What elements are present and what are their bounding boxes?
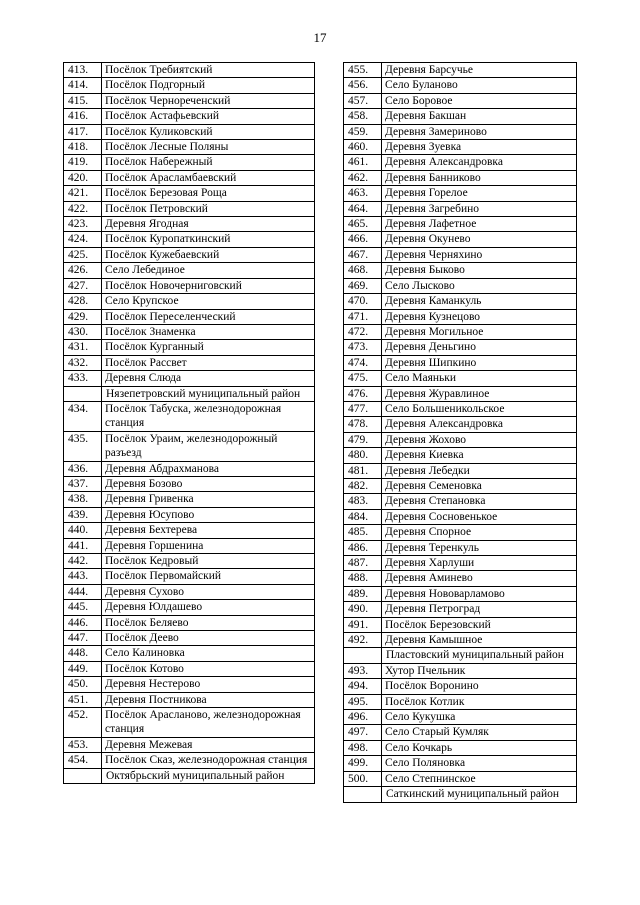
table-row bbox=[344, 355, 577, 370]
row-number: 457. bbox=[344, 93, 382, 108]
row-number: 439. bbox=[64, 507, 102, 522]
row-number: 446. bbox=[64, 615, 102, 630]
row-number: 428. bbox=[64, 294, 102, 309]
settlement-name: Село Крупское bbox=[102, 294, 315, 309]
row-number: 432. bbox=[64, 355, 102, 370]
row-number: 492. bbox=[344, 633, 382, 648]
table-row bbox=[64, 431, 315, 461]
row-number: 482. bbox=[344, 478, 382, 493]
row-number: 461. bbox=[344, 155, 382, 170]
row-number: 451. bbox=[64, 692, 102, 707]
row-number: 473. bbox=[344, 340, 382, 355]
settlement-name: Деревня Межевая bbox=[102, 737, 315, 752]
table-row bbox=[64, 461, 315, 476]
table-row bbox=[344, 217, 577, 232]
row-number: 422. bbox=[64, 201, 102, 216]
table-row bbox=[344, 540, 577, 555]
row-number: 442. bbox=[64, 554, 102, 569]
table-row bbox=[344, 617, 577, 632]
row-number: 468. bbox=[344, 263, 382, 278]
table-row bbox=[344, 710, 577, 725]
settlement-name: Деревня Ягодная bbox=[102, 217, 315, 232]
table-row bbox=[344, 725, 577, 740]
row-number: 493. bbox=[344, 663, 382, 678]
settlement-name: Посёлок Чернореченский bbox=[102, 93, 315, 108]
table-row bbox=[344, 663, 577, 678]
settlement-name: Деревня Слюда bbox=[102, 371, 315, 386]
settlement-name: Деревня Черняхино bbox=[382, 247, 577, 262]
settlement-name: Посёлок Лесные Поляны bbox=[102, 140, 315, 155]
row-number: 437. bbox=[64, 476, 102, 491]
table-row bbox=[344, 386, 577, 401]
table-row bbox=[64, 692, 315, 707]
settlement-name: Посёлок Новочерниговский bbox=[102, 278, 315, 293]
settlement-name: Посёлок Березовая Роща bbox=[102, 186, 315, 201]
table-row bbox=[344, 278, 577, 293]
row-number: 471. bbox=[344, 309, 382, 324]
row-number: 431. bbox=[64, 340, 102, 355]
row-number: 436. bbox=[64, 461, 102, 476]
settlement-name: Село Буланово bbox=[382, 78, 577, 93]
row-number: 413. bbox=[64, 63, 102, 78]
table-row bbox=[64, 155, 315, 170]
row-number: 450. bbox=[64, 677, 102, 692]
row-number: 475. bbox=[344, 371, 382, 386]
settlements-table-right bbox=[343, 62, 577, 803]
table-row bbox=[64, 538, 315, 553]
table-row bbox=[64, 631, 315, 646]
table-row bbox=[64, 278, 315, 293]
settlement-name: Деревня Каманкуль bbox=[382, 294, 577, 309]
settlement-name: Посёлок Табуска, железнодорожная станция bbox=[102, 401, 315, 431]
settlement-name: Деревня Бозово bbox=[102, 476, 315, 491]
settlement-name: Село Маяньки bbox=[382, 371, 577, 386]
row-number: 466. bbox=[344, 232, 382, 247]
settlement-name: Посёлок Куропаткинский bbox=[102, 232, 315, 247]
row-number: 421. bbox=[64, 186, 102, 201]
row-number: 425. bbox=[64, 247, 102, 262]
settlement-name: Деревня Горелое bbox=[382, 186, 577, 201]
row-number: 487. bbox=[344, 556, 382, 571]
row-number: 417. bbox=[64, 124, 102, 139]
row-number bbox=[344, 648, 382, 663]
settlement-name: Деревня Бехтерева bbox=[102, 523, 315, 538]
table-row bbox=[64, 507, 315, 522]
table-row bbox=[64, 600, 315, 615]
settlement-name: Деревня Сосновенькое bbox=[382, 509, 577, 524]
table-row bbox=[344, 586, 577, 601]
table-row bbox=[344, 155, 577, 170]
settlement-name: Посёлок Ураим, железнодорожный разъезд bbox=[102, 431, 315, 461]
settlement-name: Деревня Лебедки bbox=[382, 463, 577, 478]
row-number: 444. bbox=[64, 584, 102, 599]
settlement-name: Посёлок Арасланово, железнодорожная станция bbox=[102, 708, 315, 738]
table-row bbox=[64, 569, 315, 584]
row-number: 491. bbox=[344, 617, 382, 632]
settlement-name: Посёлок Березовский bbox=[382, 617, 577, 632]
row-number: 440. bbox=[64, 523, 102, 538]
district-name: Октябрьский муниципальный район bbox=[102, 768, 315, 783]
row-number: 463. bbox=[344, 186, 382, 201]
row-number: 485. bbox=[344, 525, 382, 540]
table-row bbox=[344, 294, 577, 309]
district-header-row bbox=[344, 787, 577, 802]
table-row bbox=[344, 633, 577, 648]
row-number: 441. bbox=[64, 538, 102, 553]
row-number: 479. bbox=[344, 432, 382, 447]
settlement-name: Деревня Юсупово bbox=[102, 507, 315, 522]
row-number: 427. bbox=[64, 278, 102, 293]
table-row bbox=[64, 615, 315, 630]
settlement-name: Село Калиновка bbox=[102, 646, 315, 661]
table-row bbox=[344, 740, 577, 755]
row-number: 488. bbox=[344, 571, 382, 586]
table-row bbox=[344, 602, 577, 617]
settlement-name: Деревня Семеновка bbox=[382, 478, 577, 493]
table-row bbox=[344, 78, 577, 93]
table-row bbox=[64, 554, 315, 569]
settlement-name: Деревня Александровка bbox=[382, 155, 577, 170]
row-number: 470. bbox=[344, 294, 382, 309]
settlement-name: Посёлок Воронино bbox=[382, 679, 577, 694]
district-name: Пластовский муниципальный район bbox=[382, 648, 577, 663]
row-number: 419. bbox=[64, 155, 102, 170]
row-number: 495. bbox=[344, 694, 382, 709]
row-number bbox=[344, 787, 382, 802]
row-number: 496. bbox=[344, 710, 382, 725]
row-number: 483. bbox=[344, 494, 382, 509]
settlement-name: Деревня Быково bbox=[382, 263, 577, 278]
row-number bbox=[64, 768, 102, 783]
row-number: 480. bbox=[344, 448, 382, 463]
table-row bbox=[344, 694, 577, 709]
table-row bbox=[64, 232, 315, 247]
row-number: 489. bbox=[344, 586, 382, 601]
table-row bbox=[64, 661, 315, 676]
settlement-name: Посёлок Подгорный bbox=[102, 78, 315, 93]
row-number: 430. bbox=[64, 324, 102, 339]
table-row bbox=[64, 247, 315, 262]
row-number: 452. bbox=[64, 708, 102, 738]
row-number: 499. bbox=[344, 756, 382, 771]
table-row bbox=[64, 523, 315, 538]
table-row bbox=[344, 432, 577, 447]
settlement-name: Деревня Абдрахманова bbox=[102, 461, 315, 476]
table-row bbox=[344, 448, 577, 463]
row-number: 415. bbox=[64, 93, 102, 108]
page-number: 17 bbox=[313, 30, 327, 45]
table-row bbox=[64, 63, 315, 78]
settlements-table-left bbox=[63, 62, 315, 784]
district-header-row bbox=[64, 768, 315, 783]
row-number: 462. bbox=[344, 170, 382, 185]
settlement-name: Деревня Аминево bbox=[382, 571, 577, 586]
table-row bbox=[64, 401, 315, 431]
settlement-name: Деревня Александровка bbox=[382, 417, 577, 432]
settlement-name: Деревня Гривенка bbox=[102, 492, 315, 507]
settlement-name: Село Кукушка bbox=[382, 710, 577, 725]
row-number: 459. bbox=[344, 124, 382, 139]
settlement-name: Хутор Пчельник bbox=[382, 663, 577, 678]
table-row bbox=[344, 571, 577, 586]
settlement-name: Деревня Окунево bbox=[382, 232, 577, 247]
settlement-name: Посёлок Арасламбаевский bbox=[102, 170, 315, 185]
settlement-name: Деревня Спорное bbox=[382, 525, 577, 540]
row-number: 497. bbox=[344, 725, 382, 740]
settlement-name: Деревня Нововарламово bbox=[382, 586, 577, 601]
table-row bbox=[344, 463, 577, 478]
table-row bbox=[64, 476, 315, 491]
row-number: 449. bbox=[64, 661, 102, 676]
row-number: 476. bbox=[344, 386, 382, 401]
settlement-name: Посёлок Петровский bbox=[102, 201, 315, 216]
table-row bbox=[64, 677, 315, 692]
settlement-name: Деревня Камышное bbox=[382, 633, 577, 648]
settlement-name: Село Боровое bbox=[382, 93, 577, 108]
row-number: 477. bbox=[344, 401, 382, 416]
settlement-name: Деревня Бакшан bbox=[382, 109, 577, 124]
settlement-name: Посёлок Котово bbox=[102, 661, 315, 676]
table-row bbox=[64, 140, 315, 155]
table-row bbox=[64, 124, 315, 139]
settlement-name: Посёлок Куликовский bbox=[102, 124, 315, 139]
row-number: 467. bbox=[344, 247, 382, 262]
settlement-name: Посёлок Кужебаевский bbox=[102, 247, 315, 262]
settlement-name: Село Поляновка bbox=[382, 756, 577, 771]
district-name: Нязепетровский муниципальный район bbox=[102, 386, 315, 401]
table-row bbox=[64, 584, 315, 599]
table-row bbox=[344, 63, 577, 78]
table-row bbox=[344, 478, 577, 493]
row-number bbox=[64, 386, 102, 401]
table-row bbox=[64, 186, 315, 201]
settlement-name: Деревня Степановка bbox=[382, 494, 577, 509]
settlement-name: Посёлок Беляево bbox=[102, 615, 315, 630]
row-number: 455. bbox=[344, 63, 382, 78]
row-number: 453. bbox=[64, 737, 102, 752]
settlement-name: Село Большеникольское bbox=[382, 401, 577, 416]
row-number: 433. bbox=[64, 371, 102, 386]
settlement-name: Деревня Шипкино bbox=[382, 355, 577, 370]
settlement-name: Посёлок Котлик bbox=[382, 694, 577, 709]
table-row bbox=[64, 737, 315, 752]
table-row bbox=[344, 417, 577, 432]
settlement-name: Деревня Лафетное bbox=[382, 217, 577, 232]
settlement-name: Деревня Петроград bbox=[382, 602, 577, 617]
row-number: 474. bbox=[344, 355, 382, 370]
table-row bbox=[344, 509, 577, 524]
table-row bbox=[344, 556, 577, 571]
table-row bbox=[344, 109, 577, 124]
settlement-name: Село Лысково bbox=[382, 278, 577, 293]
settlement-name: Посёлок Первомайский bbox=[102, 569, 315, 584]
table-row bbox=[64, 109, 315, 124]
settlement-name: Село Старый Кумляк bbox=[382, 725, 577, 740]
settlement-name: Деревня Киевка bbox=[382, 448, 577, 463]
district-header-row bbox=[344, 648, 577, 663]
table-row bbox=[344, 247, 577, 262]
row-number: 445. bbox=[64, 600, 102, 615]
settlement-name: Деревня Банниково bbox=[382, 170, 577, 185]
table-row bbox=[344, 324, 577, 339]
row-number: 456. bbox=[344, 78, 382, 93]
row-number: 484. bbox=[344, 509, 382, 524]
row-number: 478. bbox=[344, 417, 382, 432]
table-row bbox=[344, 771, 577, 786]
row-number: 472. bbox=[344, 324, 382, 339]
row-number: 429. bbox=[64, 309, 102, 324]
table-row bbox=[344, 124, 577, 139]
row-number: 426. bbox=[64, 263, 102, 278]
settlement-name: Деревня Постникова bbox=[102, 692, 315, 707]
settlement-name: Деревня Замериново bbox=[382, 124, 577, 139]
settlement-name: Посёлок Деево bbox=[102, 631, 315, 646]
settlement-name: Деревня Загребино bbox=[382, 201, 577, 216]
settlement-name: Посёлок Кедровый bbox=[102, 554, 315, 569]
table-row bbox=[344, 140, 577, 155]
table-row bbox=[344, 756, 577, 771]
table-row bbox=[344, 201, 577, 216]
table-row bbox=[64, 294, 315, 309]
row-number: 469. bbox=[344, 278, 382, 293]
row-number: 443. bbox=[64, 569, 102, 584]
settlement-name: Посёлок Астафьевский bbox=[102, 109, 315, 124]
table-row bbox=[344, 494, 577, 509]
table-body-right bbox=[344, 63, 577, 803]
row-number: 481. bbox=[344, 463, 382, 478]
row-number: 454. bbox=[64, 753, 102, 768]
settlement-name: Посёлок Сказ, железнодорожная станция bbox=[102, 753, 315, 768]
table-row bbox=[344, 371, 577, 386]
row-number: 460. bbox=[344, 140, 382, 155]
row-number: 420. bbox=[64, 170, 102, 185]
settlement-name: Деревня Барсучье bbox=[382, 63, 577, 78]
settlement-name: Село Степнинское bbox=[382, 771, 577, 786]
row-number: 500. bbox=[344, 771, 382, 786]
table-row bbox=[64, 371, 315, 386]
table-row bbox=[64, 263, 315, 278]
settlement-name: Деревня Жохово bbox=[382, 432, 577, 447]
table-row bbox=[64, 708, 315, 738]
table-row bbox=[64, 78, 315, 93]
table-row bbox=[64, 309, 315, 324]
row-number: 438. bbox=[64, 492, 102, 507]
settlement-name: Посёлок Знаменка bbox=[102, 324, 315, 339]
row-number: 424. bbox=[64, 232, 102, 247]
table-row bbox=[344, 170, 577, 185]
table-row bbox=[344, 309, 577, 324]
settlement-name: Деревня Горшенина bbox=[102, 538, 315, 553]
table-row bbox=[64, 201, 315, 216]
row-number: 498. bbox=[344, 740, 382, 755]
row-number: 490. bbox=[344, 602, 382, 617]
row-number: 464. bbox=[344, 201, 382, 216]
settlement-name: Посёлок Рассвет bbox=[102, 355, 315, 370]
table-row bbox=[344, 525, 577, 540]
settlement-name: Посёлок Требиятский bbox=[102, 63, 315, 78]
settlement-name: Деревня Теренкуль bbox=[382, 540, 577, 555]
table-row bbox=[64, 340, 315, 355]
row-number: 458. bbox=[344, 109, 382, 124]
table-row bbox=[64, 355, 315, 370]
settlement-name: Деревня Деньгино bbox=[382, 340, 577, 355]
table-row bbox=[64, 217, 315, 232]
row-number: 486. bbox=[344, 540, 382, 555]
row-number: 494. bbox=[344, 679, 382, 694]
row-number: 416. bbox=[64, 109, 102, 124]
row-number: 448. bbox=[64, 646, 102, 661]
settlement-name: Деревня Харлуши bbox=[382, 556, 577, 571]
table-row bbox=[344, 401, 577, 416]
settlement-name: Деревня Сухово bbox=[102, 584, 315, 599]
row-number: 435. bbox=[64, 431, 102, 461]
settlement-name: Деревня Юлдашево bbox=[102, 600, 315, 615]
district-header-row bbox=[64, 386, 315, 401]
table-row bbox=[64, 646, 315, 661]
table-body-left bbox=[64, 63, 315, 784]
settlement-name: Деревня Могильное bbox=[382, 324, 577, 339]
settlement-name: Деревня Кузнецово bbox=[382, 309, 577, 324]
settlement-name: Село Лебединое bbox=[102, 263, 315, 278]
table-row bbox=[64, 324, 315, 339]
table-row bbox=[64, 93, 315, 108]
row-number: 447. bbox=[64, 631, 102, 646]
table-row bbox=[344, 263, 577, 278]
row-number: 434. bbox=[64, 401, 102, 431]
table-row bbox=[344, 186, 577, 201]
settlement-name: Посёлок Курганный bbox=[102, 340, 315, 355]
table-row bbox=[64, 170, 315, 185]
table-row bbox=[64, 492, 315, 507]
row-number: 418. bbox=[64, 140, 102, 155]
row-number: 465. bbox=[344, 217, 382, 232]
settlement-name: Деревня Нестерово bbox=[102, 677, 315, 692]
district-name: Саткинский муниципальный район bbox=[382, 787, 577, 802]
settlement-name: Село Кочкарь bbox=[382, 740, 577, 755]
row-number: 423. bbox=[64, 217, 102, 232]
settlement-name: Деревня Журавлиное bbox=[382, 386, 577, 401]
settlement-name: Посёлок Набережный bbox=[102, 155, 315, 170]
table-row bbox=[344, 93, 577, 108]
settlement-name: Посёлок Переселенческий bbox=[102, 309, 315, 324]
table-row bbox=[344, 679, 577, 694]
settlement-name: Деревня Зуевка bbox=[382, 140, 577, 155]
table-row bbox=[344, 232, 577, 247]
table-row bbox=[64, 753, 315, 768]
table-row bbox=[344, 340, 577, 355]
row-number: 414. bbox=[64, 78, 102, 93]
